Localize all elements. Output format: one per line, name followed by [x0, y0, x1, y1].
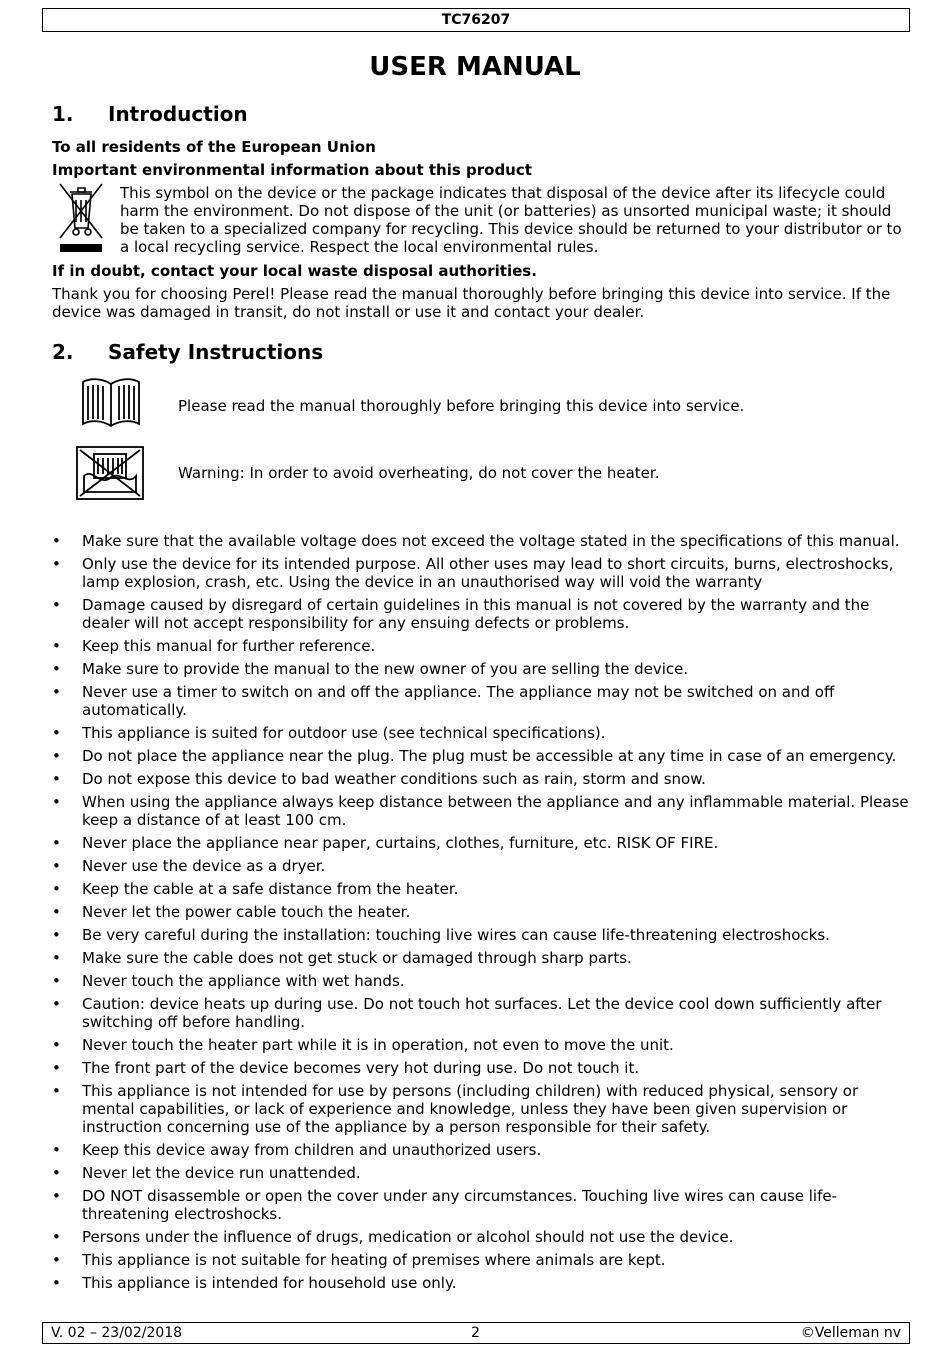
list-item: • Do not expose this device to bad weather conditions such as rain, storm and snow. — [52, 770, 912, 788]
list-item: • Never place the appliance near paper, curtains, clothes, furniture, etc. RISK OF FIRE. — [52, 834, 912, 852]
list-item: • Keep this device away from children and unauthorized users. — [52, 1141, 912, 1159]
page-header — [42, 8, 910, 32]
list-item: • Persons under the influence of drugs, medication or alcohol should not use the device. — [52, 1228, 912, 1246]
list-item: • Make sure to provide the manual to the new owner of you are selling the device. — [52, 660, 912, 678]
page-number: 2 — [471, 1325, 480, 1341]
environmental-heading: Important environmental information about this product — [52, 161, 532, 179]
list-item: • DO NOT disassemble or open the cover under any circumstances. Touching live wires can cause life-threatening electroshocks. — [52, 1187, 912, 1223]
list-item: • Damage caused by disregard of certain guidelines in this manual is not covered by the warranty and the dealer will not accept responsibility for any ensuing defects or problems. — [52, 596, 912, 632]
thank-you-paragraph: Thank you for choosing Perel! Please read the manual thoroughly before bringing this device into service. If the device was damaged in transit, do not install or use it and contact your dealer. — [52, 285, 891, 321]
eu-residents-line: To all residents of the European Union — [52, 138, 376, 156]
read-manual-text: Please read the manual thoroughly before bringing this device into service. — [178, 397, 745, 415]
list-item: • Make sure that the available voltage does not exceed the voltage stated in the specifications of this manual. — [52, 532, 912, 550]
section-title: Safety Instructions — [108, 340, 324, 364]
section-introduction-heading — [52, 102, 248, 126]
list-item: • This appliance is intended for household use only. — [52, 1274, 912, 1292]
version-date: V. 02 – 23/02/2018 — [51, 1325, 183, 1341]
list-item: • Never let the power cable touch the heater. — [52, 903, 912, 921]
section-safety-heading — [52, 340, 323, 364]
waste-authorities-note: If in doubt, contact your local waste disposal authorities. — [52, 262, 537, 280]
list-item: • The front part of the device becomes very hot during use. Do not touch it. — [52, 1059, 912, 1077]
list-item: • This appliance is not suitable for heating of premises where animals are kept. — [52, 1251, 912, 1269]
list-item: • Keep this manual for further reference. — [52, 637, 912, 655]
list-item: • Never let the device run unattended. — [52, 1164, 912, 1182]
safety-bullet-list — [52, 532, 912, 1297]
copyright: ©Velleman nv — [800, 1325, 901, 1341]
list-item: • Caution: device heats up during use. Do not touch hot surfaces. Let the device cool down sufficiently after switching off before handling. — [52, 995, 912, 1031]
list-item: • When using the appliance always keep distance between the appliance and any inflammable material. Please keep a distance of at least 100 cm. — [52, 793, 912, 829]
document-title: USER MANUAL — [369, 52, 581, 82]
read-manual-icon — [80, 376, 142, 428]
overheating-warning-text: Warning: In order to avoid overheating, do not cover the heater. — [178, 464, 660, 482]
model-number: TC76207 — [441, 12, 511, 28]
section-title: Introduction — [108, 102, 248, 126]
weee-disposal-text: This symbol on the device or the package indicates that disposal of the device after its lifecycle could harm the environment. Do not dispose of the unit (or batteries) as unsorted municipal waste; it should be taken to a specialized company for recycling. This device should be returned to your distributor or to a local recycling service. Respect the local environmental rules. — [120, 184, 902, 256]
section-number: 1. — [52, 102, 74, 126]
list-item: • Make sure the cable does not get stuck or damaged through sharp parts. — [52, 949, 912, 967]
list-item: • Never use the device as a dryer. — [52, 857, 912, 875]
list-item: • This appliance is not intended for use by persons (including children) with reduced physical, sensory or mental capabilities, or lack of experience and knowledge, unless they have been given supervision or instruction concerning use of the appliance by a person responsible for their safety. — [52, 1082, 912, 1136]
list-item: • Never touch the heater part while it is in operation, not even to move the unit. — [52, 1036, 912, 1054]
list-item: • Keep the cable at a safe distance from the heater. — [52, 880, 912, 898]
list-item: • Never use a timer to switch on and off the appliance. The appliance may not be switched on and off automatically. — [52, 683, 912, 719]
do-not-cover-icon — [76, 446, 144, 500]
section-number: 2. — [52, 340, 74, 364]
list-item: • This appliance is suited for outdoor use (see technical specifications). — [52, 724, 912, 742]
weee-bin-icon — [58, 182, 104, 254]
list-item: • Only use the device for its intended purpose. All other uses may lead to short circuits, burns, electroshocks, lamp explosion, crash, etc. Using the device in an unauthorised way will void the warranty — [52, 555, 912, 591]
list-item: • Never touch the appliance with wet hands. — [52, 972, 912, 990]
list-item: • Do not place the appliance near the plug. The plug must be accessible at any time in case of an emergency. — [52, 747, 912, 765]
page-footer — [42, 1322, 910, 1344]
list-item: • Be very careful during the installation: touching live wires can cause life-threatening electroshocks. — [52, 926, 912, 944]
